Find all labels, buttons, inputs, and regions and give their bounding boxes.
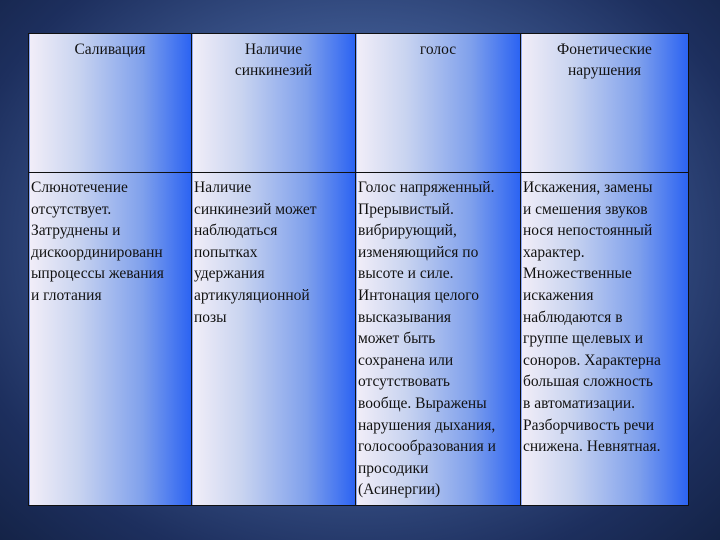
cell-synkinesis: Наличие синкинезий может наблюдаться попытках удержания артикуляционной позы [192, 173, 356, 506]
cell-voice: Голос напряженный. Прерывистый. вибрирующий, изменяющийся по высоте и силе. Интонация целого высказывания может быть сохранена или отсутствовать вообще. Выражены нарушения дыхания, голосообразования и просодики (Асинергии) [356, 173, 521, 506]
header-cell-synkinesis: Наличие синкинезий [192, 34, 356, 173]
cell-phonetic-disorders: Искажения, замены и смешения звуков нося непостоянный характер. Множественные искажения наблюдаются в группе щелевых и соноров. Характерна большая сложность в автоматизации. Разборчивость речи снижена. Невнятная. [521, 173, 689, 506]
cell-salivation: Слюнотечение отсутствует. Затруднены и дискоординированн ыпроцессы жевания и глотания [29, 173, 192, 506]
header-cell-phonetic-disorders: Фонетические нарушения [521, 34, 689, 173]
table-header-row [29, 34, 689, 173]
header-cell-voice: голос [356, 34, 521, 173]
table-row [29, 173, 689, 506]
comparison-table [28, 33, 689, 506]
header-cell-salivation: Саливация [29, 34, 192, 173]
